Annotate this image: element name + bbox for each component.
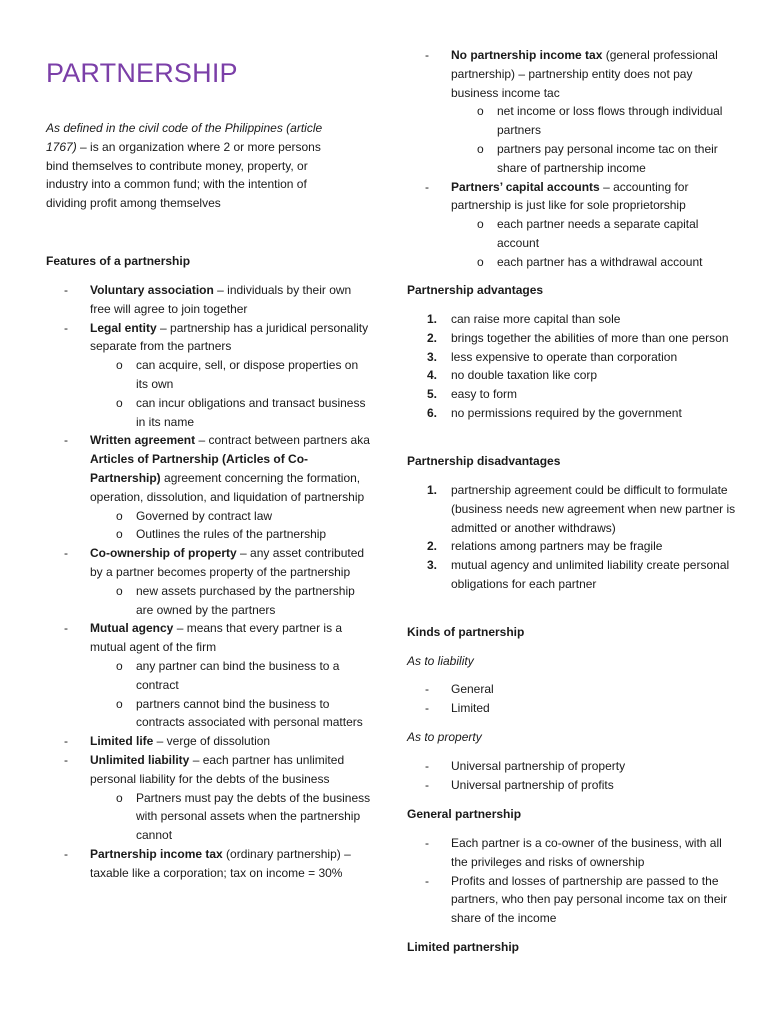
sub-list-item (407, 253, 737, 272)
sub-list-item (46, 507, 372, 526)
feature-text: – each partner has unlimited personal liability for the debts of the business (90, 752, 345, 786)
list-item (407, 348, 737, 367)
feature-text: agreement concerning the formation, operation, dissolution, and liquidation of partnership (90, 470, 365, 504)
sub-list-item (46, 394, 372, 432)
feature-term: Co-ownership of property (90, 546, 237, 561)
sub-list-item (46, 789, 372, 845)
feature-text: – partnership has a juridical personality separate from the partners (90, 320, 369, 354)
sub-list (46, 789, 372, 845)
dash-marker: - (425, 700, 429, 715)
list-item (46, 281, 372, 319)
features-list-continued (407, 46, 737, 272)
sub-item-text: can acquire, sell, or dispose properties on its own (136, 358, 359, 391)
dash-marker: - (64, 846, 68, 861)
number-marker: 2. (427, 539, 438, 554)
sub-list-item (46, 525, 372, 544)
sub-list-item (407, 215, 737, 253)
list-item (46, 732, 372, 751)
number-marker: 3. (427, 349, 438, 364)
dash-marker: - (64, 734, 68, 749)
number-marker: 6. (427, 405, 438, 420)
feature-term: Mutual agency (90, 621, 174, 636)
sub-list (46, 657, 372, 732)
list-item (407, 699, 737, 718)
feature-term: No partnership income tax (451, 48, 603, 62)
circle-marker: o (477, 141, 484, 156)
advantage-text: no double taxation like corp (451, 368, 598, 383)
number-marker: 1. (427, 483, 438, 497)
sub-list-item (46, 582, 372, 620)
dash-marker: - (64, 433, 68, 448)
advantage-text: easy to form (451, 387, 518, 402)
sub-item-text: each partner has a withdrawal account (497, 254, 703, 269)
dash-marker: - (425, 873, 429, 888)
list-item (407, 537, 737, 556)
circle-marker: o (116, 583, 123, 598)
advantage-text: can raise more capital than sole (451, 312, 621, 326)
sub-item-text: new assets purchased by the partnership are owned by the partners (136, 583, 355, 617)
sub-item-text: each partner needs a separate capital account (497, 217, 699, 250)
sub-list-item (46, 657, 372, 695)
limited-partnership-heading: Limited partnership (407, 940, 520, 954)
list-item (407, 310, 737, 329)
kind-text: General (451, 682, 494, 696)
general-partnership-heading: General partnership (407, 807, 522, 821)
number-marker: 2. (427, 330, 438, 345)
list-item (407, 834, 737, 872)
number-marker: 5. (427, 387, 438, 402)
advantage-text: no permissions required by the government (451, 405, 682, 420)
number-marker: 4. (427, 368, 438, 383)
disadvantage-text: partnership agreement could be difficult to formulate (business needs new agreement when new partner is admitted or another withdraws) (451, 483, 736, 535)
dash-marker: - (425, 48, 429, 62)
sub-item-text: partners cannot bind the business to contracts associated with personal matters (136, 696, 363, 730)
disadvantage-text: mutual agency and unlimited liability create personal obligations for each partner (451, 558, 730, 591)
circle-marker: o (116, 358, 123, 373)
sub-list (407, 215, 737, 271)
feature-text: – individuals by their own free will agree to join together (90, 283, 352, 316)
sub-list (46, 507, 372, 545)
sub-list-item (46, 356, 372, 394)
feature-term: Legal entity (90, 320, 157, 335)
list-item (407, 329, 737, 348)
list-item (407, 556, 737, 594)
intro-paragraph (46, 119, 346, 213)
list-item (407, 872, 737, 928)
disadvantage-text: relations among partners may be fragile (451, 539, 663, 554)
general-partnership-list (407, 834, 737, 928)
dash-marker: - (64, 752, 68, 767)
feature-text: (ordinary partnership) – taxable like a corporation; tax on income = 30% (90, 846, 351, 880)
circle-marker: o (116, 527, 123, 542)
sub-item-text: Governed by contract law (136, 508, 273, 523)
dash-marker: - (64, 283, 68, 297)
features-list (46, 281, 372, 883)
dash-marker: - (425, 759, 429, 773)
sub-item-text: Outlines the rules of the partnership (136, 527, 327, 542)
list-item (407, 680, 737, 699)
kind-text: Limited (451, 700, 490, 715)
circle-marker: o (116, 790, 123, 805)
feature-term: Partners’ capital accounts (451, 179, 600, 194)
liability-list (407, 680, 737, 718)
circle-marker: o (116, 395, 123, 410)
feature-term-secondary: Articles of Partnership (Articles of Co-Partnership) (90, 452, 309, 485)
feature-term: Voluntary association (90, 283, 214, 297)
advantage-text: less expensive to operate than corporation (451, 349, 678, 364)
feature-text: – accounting for partnership is just like for sole proprietorship (451, 179, 689, 213)
list-item (407, 385, 737, 404)
sub-list (407, 102, 737, 177)
liability-subheading: As to liability (407, 654, 474, 668)
circle-marker: o (477, 254, 484, 269)
list-item (407, 757, 737, 776)
sub-list-item (46, 695, 372, 733)
circle-marker: o (116, 658, 123, 673)
sub-list-item (407, 102, 737, 140)
list-item (407, 776, 737, 795)
sub-item-text: any partner can bind the business to a contract (136, 658, 340, 692)
circle-marker: o (477, 104, 484, 119)
feature-text: (general professional partnership) – partnership entity does not pay business income tac (451, 48, 718, 100)
property-subheading: As to property (407, 730, 482, 744)
kinds-heading: Kinds of partnership (407, 625, 525, 639)
list-item (46, 431, 372, 544)
list-item (46, 751, 372, 845)
advantages-list (407, 310, 737, 423)
kind-text: Universal partnership of profits (451, 777, 614, 792)
sub-list (46, 356, 372, 431)
feature-term: Unlimited liability (90, 752, 190, 767)
dash-marker: - (64, 621, 68, 636)
sub-item-text: can incur obligations and transact business in its name (136, 395, 366, 429)
disadvantages-heading: Partnership disadvantages (407, 454, 561, 468)
list-item (46, 544, 372, 619)
advantage-text: brings together the abilities of more than one person (451, 330, 729, 345)
feature-text: – verge of dissolution (153, 734, 271, 749)
dash-marker: - (64, 546, 68, 561)
dash-marker: - (425, 682, 429, 696)
list-item (46, 845, 372, 883)
list-item (407, 46, 737, 178)
list-item (46, 619, 372, 732)
list-item (407, 178, 737, 272)
list-item (407, 366, 737, 385)
feature-text: – contract between partners aka (195, 433, 370, 448)
sub-list-item (407, 140, 737, 178)
number-marker: 1. (427, 312, 438, 326)
feature-text: – means that every partner is a mutual agent of the firm (90, 621, 343, 655)
feature-term: Written agreement (90, 433, 196, 448)
feature-term: Partnership income tax (90, 846, 223, 861)
property-list (407, 757, 737, 795)
intro-citation: As defined in the civil code of the Philippines (article 1767) (46, 121, 323, 154)
general-text: Profits and losses of partnership are passed to the partners, who then pay personal income tax on their share of the income (451, 873, 728, 926)
dash-marker: - (425, 836, 429, 850)
sub-item-text: partners pay personal income tac on their share of partnership income (497, 141, 718, 175)
circle-marker: o (477, 217, 484, 232)
list-item (46, 319, 372, 432)
sub-item-text: Partners must pay the debts of the business with personal assets when the partnership cannot (136, 790, 371, 843)
sub-item-text: net income or loss flows through individual partners (497, 104, 723, 138)
dash-marker: - (425, 777, 429, 792)
dash-marker: - (425, 179, 429, 194)
disadvantages-list (407, 481, 737, 594)
circle-marker: o (116, 696, 123, 711)
dash-marker: - (64, 320, 68, 335)
general-text: Each partner is a co-owner of the business, with all the privileges and risks of ownership (451, 836, 722, 869)
circle-marker: o (116, 508, 123, 523)
page-title: PARTNERSHIP (46, 58, 238, 88)
list-item (407, 404, 737, 423)
feature-text: – any asset contributed by a partner becomes property of the partnership (90, 546, 365, 579)
list-item (407, 481, 737, 537)
feature-term: Limited life (90, 734, 154, 749)
sub-list (46, 582, 372, 620)
intro-text: – is an organization where 2 or more persons bind themselves to contribute money, property, or industry into a common fund; with the intention of dividing profit among themselves (46, 139, 321, 211)
number-marker: 3. (427, 558, 438, 573)
advantages-heading: Partnership advantages (407, 283, 544, 297)
features-heading: Features of a partnership (46, 254, 191, 268)
kind-text: Universal partnership of property (451, 759, 626, 773)
